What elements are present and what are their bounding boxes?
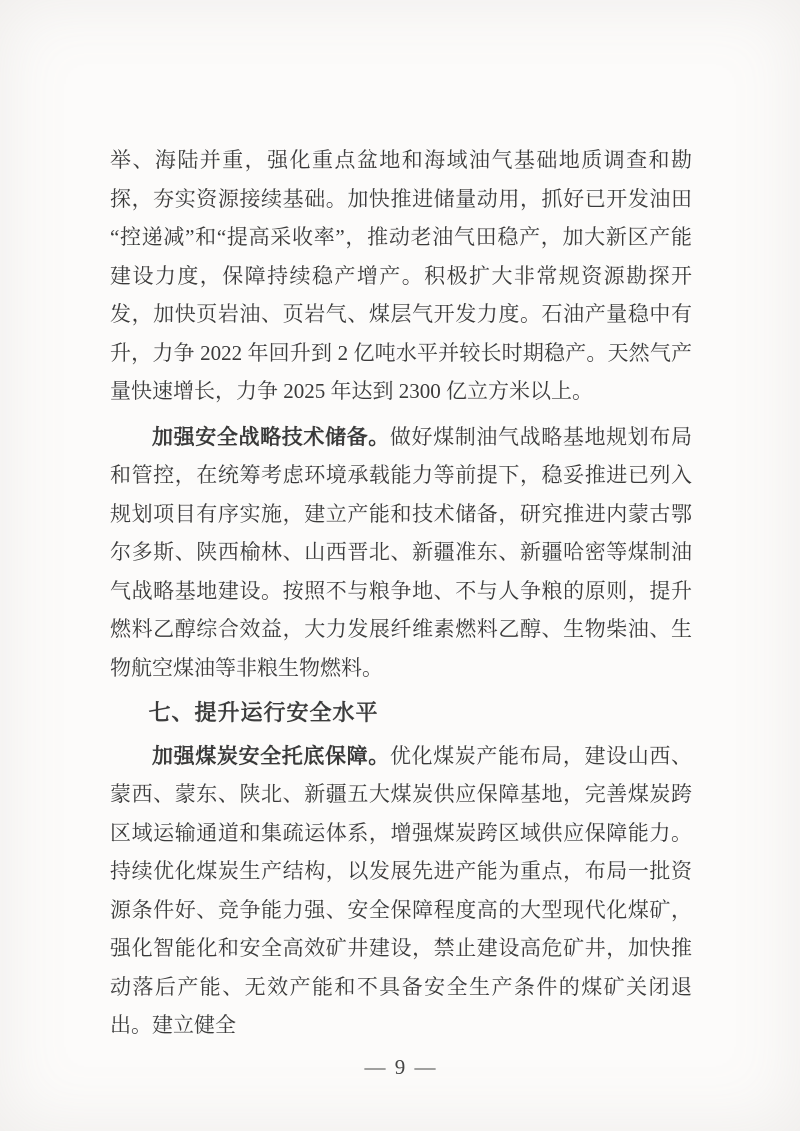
paragraph-lead-strategic-tech-reserve: 加强安全战略技术储备。 [152,424,390,449]
paragraph-text-strategic-tech-reserve: 做好煤制油气战略基地规划布局和管控，在统筹考虑环境承载能力等前提下，稳妥推进已列入规划项目有序实施，建立产能和技术储备，研究推进内蒙古鄂尔多斯、陕西榆林、山西晋北、新疆准东、新疆哈密等煤制油气战略基地建设。按照不与粮争地、不与人争粮的原则，提升燃料乙醇综合效益，大力发展纤维素燃料乙醇、生物柴油、生物航空煤油等非粮生物燃料。 [110,424,692,680]
paragraph-coal-security [110,737,692,1045]
page-number: — 9 — [364,1054,438,1079]
section-heading-seven: 七、提升运行安全水平 [148,700,379,725]
paragraph-oil-gas-supply: 举、海陆并重，强化重点盆地和海域油气基础地质调查和勘探，夯实资源接续基础。加快推进储量动用，抓好已开发油田“控递减”和“提高采收率”，推动老油气田稳产，加大新区产能建设力度，保障持续稳产增产。积极扩大非常规资源勘探开发，加快页岩油、页岩气、煤层气开发力度。石油产量稳中有升，力争 2022 年回升到 2 亿吨水平并较长时期稳产。天然气产量快速增长，力争 2025 年达到 2300 亿立方米以上。 [110,148,692,403]
paragraph-text-coal-security: 优化煤炭产能布局，建设山西、蒙西、蒙东、陕北、新疆五大煤炭供应保障基地，完善煤炭跨区域运输通道和集疏运体系，增强煤炭跨区域供应保障能力。持续优化煤炭生产结构，以发展先进产能为重点，布局一批资源条件好、竞争能力强、安全保障程度高的大型现代化煤矿，强化智能化和安全高效矿井建设，禁止建设高危矿井，加快推动落后产能、无效产能和不具备安全生产条件的煤矿关闭退出。建立健全 [110,743,692,1037]
paragraph-lead-coal-security: 加强煤炭安全托底保障。 [152,743,390,768]
paragraph-strategic-tech-reserve [110,418,692,688]
